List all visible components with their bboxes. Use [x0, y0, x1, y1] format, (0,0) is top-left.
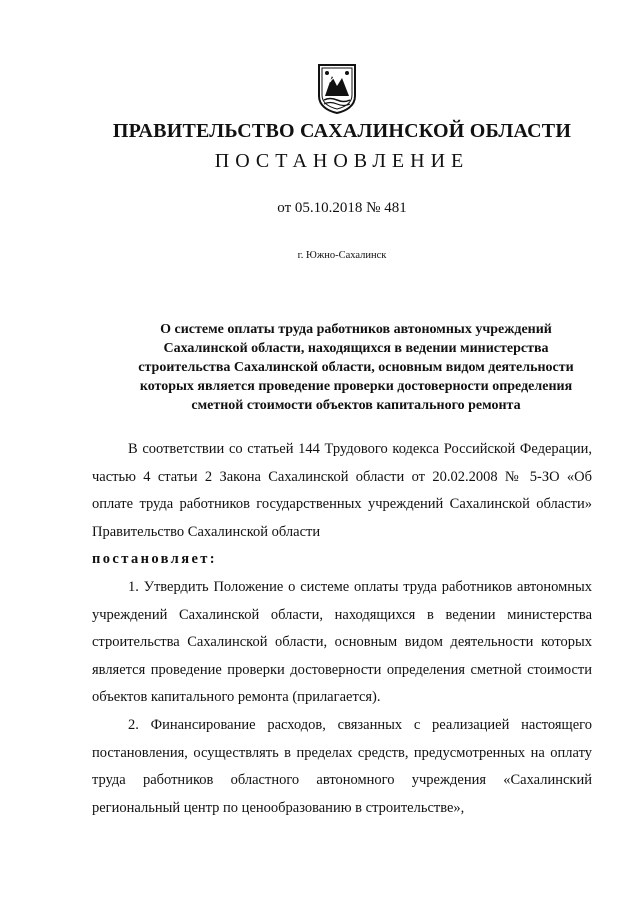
- government-name: ПРАВИТЕЛЬСТВО САХАЛИНСКОЙ ОБЛАСТИ: [112, 120, 572, 142]
- intro-paragraph: В соответствии со статьей 144 Трудового кодекса Российской Федерации, частью 4 статьи 2 Закона Сахалинской области от 20.02.2008 № 5-ЗО «Об оплате труда работников государственных учреждений Сахалинской области» Правительство Сахалинской области: [92, 441, 592, 540]
- document-date-number: от 05.10.2018 № 481: [277, 200, 407, 216]
- item-1-paragraph: 1. Утвердить Положение о системе оплаты труда работников автономных учреждений Сахалинской области, находящихся в ведении министерства строительства Сахалинской области, основным видом деятельности которых является проведение проверки достоверности определения сметной стоимости объектов капитального ремонта (прилагается).: [92, 578, 592, 706]
- document-type: ПОСТАНОВЛЕНИЕ: [214, 150, 470, 172]
- title-line: которых является проведение проверки достоверности определения: [139, 379, 573, 394]
- title-line: сметной стоимости объектов капитального ремонта: [191, 398, 521, 413]
- title-line: О системе оплаты труда работников автономных учреждений: [160, 322, 552, 337]
- item-2-paragraph: 2. Финансирование расходов, связанных с реализацией настоящего постановления, осуществлять в пределах средств, предусмотренных на оплату труда работников областного автономного учреждения «Сахалинский региональный центр по ценообразованию в строительстве»,: [92, 716, 592, 816]
- title-line: Сахалинской области, находящихся в ведении министерства: [163, 341, 549, 356]
- title-line: строительства Сахалинской области, основным видом деятельности: [138, 360, 574, 375]
- coat-of-arms-icon: [316, 62, 358, 114]
- document-body: [92, 436, 592, 822]
- decrees-word: постановляет:: [92, 551, 218, 568]
- document-title: [136, 320, 576, 415]
- document-city: г. Южно-Сахалинск: [297, 250, 387, 261]
